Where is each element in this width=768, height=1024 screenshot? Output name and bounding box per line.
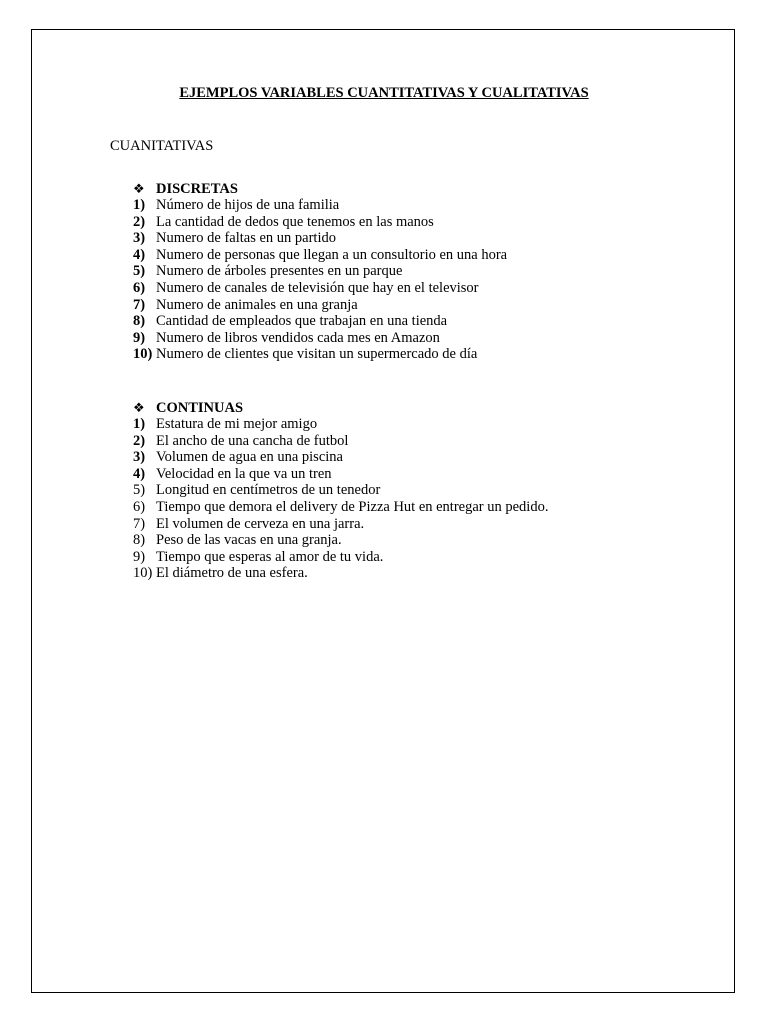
- item-text: El diámetro de una esfera.: [156, 565, 308, 582]
- item-number: 10): [133, 565, 153, 582]
- list-item: [133, 230, 693, 247]
- item-number: 4): [133, 465, 146, 482]
- item-text: Numero de canales de televisión que hay en el televisor: [156, 279, 479, 296]
- group-discretas: [133, 180, 693, 363]
- item-text: La cantidad de dedos que tenemos en las manos: [156, 213, 434, 230]
- list-item: [133, 214, 693, 231]
- list-item: [133, 313, 693, 330]
- item-text: Numero de libros vendidos cada mes en Amazon: [156, 329, 440, 346]
- item-number: 9): [133, 329, 146, 346]
- item-text: El ancho de una cancha de futbol: [156, 432, 349, 449]
- item-number: 2): [133, 432, 146, 449]
- list-item: [133, 482, 693, 499]
- group-heading-continuas: [133, 399, 693, 416]
- item-text: Peso de las vacas en una granja.: [156, 532, 342, 549]
- item-number: 1): [133, 197, 146, 213]
- list-item: [133, 549, 693, 566]
- item-text: Numero de animales en una granja: [156, 296, 358, 313]
- list-item: [133, 433, 693, 450]
- item-text: Cantidad de empleados que trabajan en una tienda: [156, 313, 448, 330]
- item-number: 9): [133, 548, 146, 565]
- list-item: [133, 297, 693, 314]
- list-item: [133, 416, 693, 433]
- document-title: EJEMPLOS VARIABLES CUANTITATIVAS Y CUALITATIVAS: [179, 85, 589, 101]
- item-number: 8): [133, 313, 146, 330]
- section-heading-cuantitativas: CUANITATIVAS: [110, 138, 214, 154]
- list-item: [133, 330, 693, 347]
- diamond-bullet-icon: ❖: [133, 181, 145, 196]
- item-number: 2): [133, 213, 146, 230]
- item-text: Numero de clientes que visitan un supermercado de día: [156, 346, 478, 363]
- item-number: 6): [133, 279, 146, 296]
- list-item: [133, 263, 693, 280]
- list-item: [133, 280, 693, 297]
- group-heading-label: DISCRETAS: [156, 181, 238, 197]
- diamond-bullet-icon: ❖: [133, 400, 145, 415]
- list-item: [133, 449, 693, 466]
- item-number: 3): [133, 230, 146, 247]
- list-item: [133, 247, 693, 264]
- item-number: 7): [133, 515, 146, 532]
- item-text: Numero de personas que llegan a un consultorio en una hora: [156, 246, 508, 263]
- list-item: [133, 197, 693, 214]
- group-continuas: [133, 399, 693, 582]
- item-text: Número de hijos de una familia: [156, 197, 340, 213]
- item-number: 3): [133, 449, 146, 466]
- item-text: Volumen de agua en una piscina: [156, 449, 343, 466]
- discretas-list: [133, 197, 693, 363]
- item-number: 8): [133, 532, 146, 549]
- continuas-list: [133, 416, 693, 582]
- item-number: 1): [133, 416, 146, 432]
- item-number: 10): [133, 346, 153, 363]
- item-text: Estatura de mi mejor amigo: [156, 416, 318, 432]
- item-number: 5): [133, 263, 146, 280]
- item-text: Numero de árboles presentes en un parque: [156, 263, 403, 280]
- list-item: [133, 565, 693, 582]
- list-item: [133, 346, 693, 363]
- item-number: 7): [133, 296, 146, 313]
- list-item: [133, 466, 693, 483]
- item-text: Tiempo que esperas al amor de tu vida.: [156, 548, 384, 565]
- item-text: Numero de faltas en un partido: [156, 230, 336, 247]
- item-text: Velocidad en la que va un tren: [156, 465, 332, 482]
- list-item: [133, 499, 693, 516]
- item-text: Tiempo que demora el delivery de Pizza Hut en entregar un pedido.: [156, 498, 549, 515]
- item-text: Longitud en centímetros de un tenedor: [156, 482, 381, 499]
- group-heading-label: CONTINUAS: [156, 400, 244, 416]
- group-heading-discretas: [133, 180, 693, 197]
- item-text: El volumen de cerveza en una jarra.: [156, 515, 365, 532]
- list-item: [133, 532, 693, 549]
- item-number: 6): [133, 498, 146, 515]
- item-number: 4): [133, 246, 146, 263]
- item-number: 5): [133, 482, 146, 499]
- list-item: [133, 516, 693, 533]
